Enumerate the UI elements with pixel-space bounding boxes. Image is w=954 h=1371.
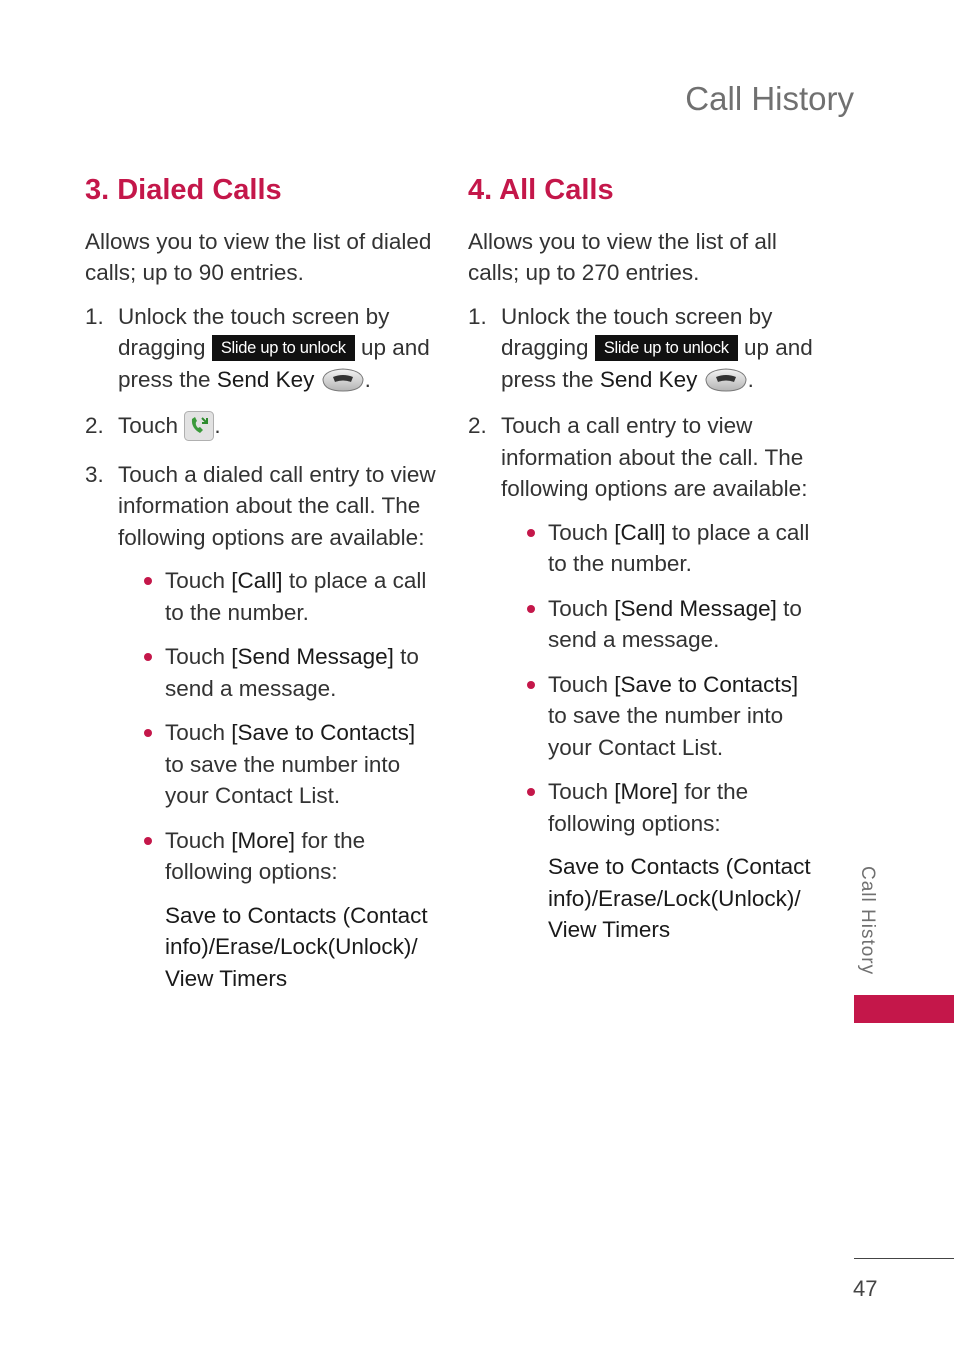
dialed-calls-section <box>85 172 440 1007</box>
section-title: 4. All Calls <box>468 174 614 206</box>
bullet-icon <box>144 837 152 845</box>
section-intro: Allows you to view the list of dialed calls; up to 90 entries. <box>85 228 432 286</box>
option-item <box>142 825 440 995</box>
call-log-icon <box>184 411 214 450</box>
option-name: [Send Message] <box>231 644 394 670</box>
step-item <box>468 301 823 402</box>
option-text: Touch <box>548 779 615 805</box>
step-number: 1. <box>85 303 104 329</box>
steps-list <box>468 301 823 946</box>
step-item <box>85 301 440 402</box>
step-text: . <box>364 366 371 392</box>
more-options-text: Save to Contacts (Contact info)/Erase/Lock(Unlock)/ View Timers <box>548 854 811 943</box>
option-text: to send a message. <box>165 644 419 701</box>
option-text: for the following options: <box>165 827 366 885</box>
all-calls-section <box>468 172 823 959</box>
footer-divider <box>854 1258 954 1259</box>
step-number: 2. <box>85 413 104 439</box>
option-item <box>525 517 823 580</box>
option-text: to save the number into your Contact List. <box>548 703 784 760</box>
step-text: Unlock the touch screen by dragging <box>118 303 390 361</box>
bullet-icon <box>527 788 535 796</box>
option-text: Touch <box>165 568 232 594</box>
step-number: 3. <box>85 461 104 487</box>
option-item <box>142 565 440 628</box>
option-item <box>142 717 440 812</box>
option-text: to place a call to the number. <box>548 519 810 577</box>
bullet-icon <box>144 653 152 661</box>
step-text: up and press the <box>118 335 430 392</box>
step-number: 2. <box>468 413 487 439</box>
option-name: [Save to Contacts] <box>614 671 799 697</box>
options-list <box>525 517 823 946</box>
step-text: . <box>747 366 754 392</box>
option-item <box>525 776 823 946</box>
send-key-icon <box>321 367 365 402</box>
section-intro: Allows you to view the list of all calls; up to 270 entries. <box>468 228 777 286</box>
bullet-icon <box>144 577 152 585</box>
option-name: [Save to Contacts] <box>231 720 416 746</box>
step-text: Touch a call entry to view information about the call. The following options are available: <box>501 413 808 502</box>
option-name: [Call] <box>614 519 666 545</box>
side-tab-label: Call History <box>857 866 878 976</box>
option-name: [Send Message] <box>614 595 777 621</box>
bullet-icon <box>527 605 535 613</box>
step-text: . <box>214 413 221 439</box>
steps-list <box>85 301 440 995</box>
option-text: Touch <box>548 671 615 697</box>
send-key-label: Send Key <box>216 366 315 392</box>
page-header-title: Call History <box>685 80 854 117</box>
option-text: Touch <box>165 720 232 746</box>
option-text: Touch <box>165 644 232 670</box>
bullet-icon <box>144 729 152 737</box>
step-text: up and press the <box>501 335 813 392</box>
option-item <box>525 669 823 764</box>
bullet-icon <box>527 681 535 689</box>
option-name: [More] <box>231 827 296 853</box>
option-text: Touch <box>548 595 615 621</box>
slide-up-to-unlock-button: Slide up to unlock <box>595 335 738 361</box>
step-text: Touch <box>118 413 179 439</box>
option-name: [Call] <box>231 568 283 594</box>
slide-up-to-unlock-button: Slide up to unlock <box>212 335 355 361</box>
page-number: 47 <box>853 1276 878 1301</box>
step-text: Touch a dialed call entry to view information about the call. The following options are available: <box>118 461 436 550</box>
option-text: for the following options: <box>548 779 749 836</box>
step-number: 1. <box>468 303 487 329</box>
side-tab-bar <box>854 995 954 1023</box>
send-key-label: Send Key <box>599 366 698 392</box>
section-title: 3. Dialed Calls <box>85 174 282 206</box>
option-text: Touch <box>165 827 232 853</box>
option-text: to place a call to the number. <box>165 568 427 625</box>
send-key-icon <box>704 367 748 402</box>
option-item <box>142 641 440 704</box>
option-text: to save the number into your Contact List. <box>165 751 401 809</box>
step-item <box>85 410 440 450</box>
more-options-text: Save to Contacts (Contact info)/Erase/Lock(Unlock)/ View Timers <box>165 902 428 991</box>
option-text: Touch <box>548 519 615 545</box>
option-text: to send a message. <box>548 595 802 653</box>
step-text: Unlock the touch screen by dragging <box>501 303 773 361</box>
option-name: [More] <box>614 779 679 805</box>
step-item <box>85 459 440 995</box>
options-list <box>142 565 440 994</box>
option-item <box>525 593 823 656</box>
step-item <box>468 410 823 946</box>
bullet-icon <box>527 529 535 537</box>
